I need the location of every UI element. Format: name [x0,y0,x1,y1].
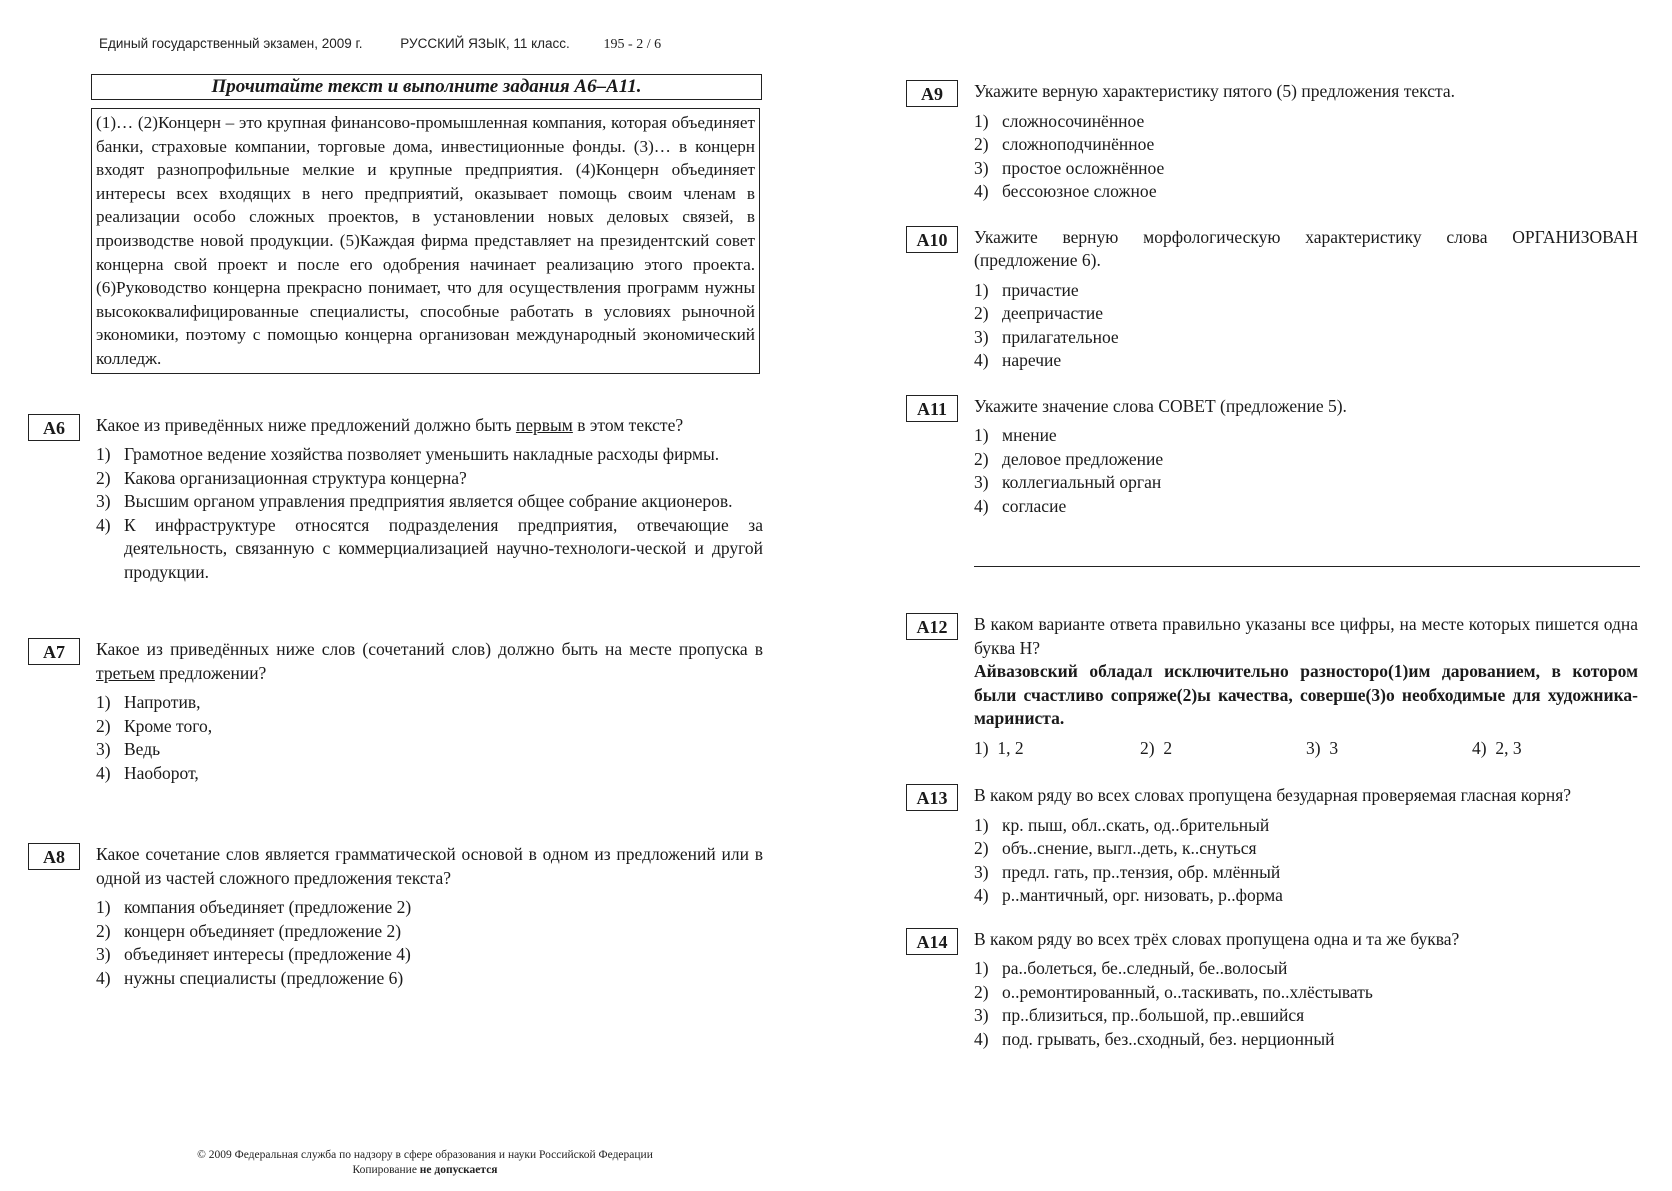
task-a8 [28,843,763,990]
answer-option[interactable]: 3) Ведь [96,739,161,760]
question-underlined-word: третьем [96,662,155,683]
answer-option[interactable]: 1) ра..болеться, бе..следный, бе..волосый [974,958,1288,978]
task-a12 [906,613,1638,760]
answer-option[interactable]: 3) Высшим органом управления предприятия является общее собрание акционеров. [96,491,733,512]
answer-option[interactable]: 1) причастие [974,279,1079,300]
answer-option[interactable]: 4) Наоборот, [96,762,199,783]
task-a14 [906,928,1638,1052]
answer-option[interactable]: 1) компания объединяет (предложение 2) [96,897,412,918]
task-number: А12 [906,613,958,640]
copyright-line: © 2009 Федеральная служба по надзору в сфере образования и науки Российской Федерации [197,1149,653,1161]
task-a6 [28,414,763,585]
answer-option[interactable]: 3) пр..близиться, пр..большой, пр..евшийся [974,1005,1305,1025]
header-exam: Единый государственный экзамен, 2009 г. [99,36,363,51]
answer-option[interactable]: 4) нужны специалисты (предложение 6) [96,967,404,988]
answer-options [974,279,1638,373]
answer-option[interactable]: 2) деепричастие [974,303,1104,323]
question-underlined-word: первым [515,414,573,435]
task-question: В каком ряду во всех трёх словах пропущена одна и та же буква? [974,928,1460,949]
answer-option[interactable]: 4) К инфраструктуре относятся подразделения предприятия, отвечающие за деятельность, связанную с коммерциализацией научно-технологи-ческой и другой продукции. [96,514,763,582]
task-number: А9 [906,80,958,107]
answer-options [974,424,1638,518]
task-sentence: Айвазовский обладал исключительно разносторо(1)им дарованием, в котором были счастливо сопряже(2)ы качества, соверше(3)о необходимые для художника-мариниста. [974,661,1638,728]
answer-option[interactable]: 4) бессоюзное сложное [974,181,1157,201]
answer-option[interactable]: 3) коллегиальный орган [974,472,1162,492]
page-footer [0,1148,850,1178]
task-number: А10 [906,226,958,253]
answer-option[interactable]: 1) кр. пыш, обл..скать, од..брительный [974,814,1270,835]
answer-option[interactable]: 4) наречие [974,350,1062,370]
answer-option[interactable]: 2) Кроме того, [96,715,213,736]
answer-options [96,691,763,785]
answer-option[interactable]: 2) 2 [1140,737,1173,758]
left-column [28,74,763,990]
question-text: Какое из приведённых ниже слов (сочетаний слов) должно быть на месте пропуска в [96,639,763,660]
task-number: А7 [28,638,80,665]
header-subject: РУССКИЙ ЯЗЫК, 11 класс. [400,36,570,51]
answer-option[interactable]: 3) 3 [1306,737,1339,758]
answer-option[interactable]: 1) Грамотное ведение хозяйства позволяет уменьшить накладные расходы фирмы. [96,444,720,465]
answer-options [96,896,763,990]
answer-option[interactable]: 2) о..ремонтированный, о..таскивать, по..хлёстывать [974,981,1373,1002]
answer-option[interactable]: 2) Какова организационная структура концерна? [96,467,467,488]
task-question: В каком ряду во всех словах пропущена безударная проверяемая гласная корня? [974,785,1572,805]
answer-options [974,814,1638,908]
task-number: А6 [28,414,80,441]
answer-option[interactable]: 1) сложносочинённое [974,110,1145,131]
answer-option[interactable]: 3) объединяет интересы (предложение 4) [96,944,411,965]
task-question [96,414,763,438]
task-question: Укажите значение слова СОВЕТ (предложение 5). [974,395,1347,416]
answer-option[interactable]: 2) сложноподчинённое [974,134,1155,154]
answer-option[interactable]: 3) предл. гать, пр..тензия, обр. млённый [974,861,1281,882]
task-question: В каком варианте ответа правильно указаны все цифры, на месте которых пишется одна буква Н? [974,614,1638,658]
right-column [906,80,1638,1051]
answer-options [974,110,1638,204]
task-number: А11 [906,395,958,422]
answer-option[interactable]: 1) мнение [974,425,1057,445]
task-question: Укажите верную характеристику пятого (5) предложения текста. [974,81,1455,101]
answer-option[interactable]: 1) Напротив, [96,692,201,713]
header-page-number: 195 - 2 / 6 [603,37,662,52]
task-question: Какое сочетание слов является грамматической основой в одном из предложений или в одной из частей сложного предложения текста? [96,844,763,888]
instruction: Прочитайте текст и выполните задания А6–А11. [91,74,762,100]
reading-passage: (1)… (2)Концерн – это крупная финансово-промышленная компания, которая объединяет банки, страховые компании, торговые дома, инвестиционные фонды. (3)… в концерн входят разнопрофильные мелкие и крупные предприятия. (4)Концерн объединяет интересы всех входящих в него предприятий, оказывает помощь своим членам в реализации особо сложных проектов, в установлении новых деловых связей, в производстве новой продукции. (5)Каждая фирма представляет на президентский совет концерна свой проект и после его одобрения начинает реализацию этого проекта. (6)Руководство концерна прекрасно понимает, что для осуществления программ нужны высококвалифицированные специалисты, способные работать в условиях рыночной экономики, поэтому с помощью концерна организован международный экономический колледж. [91,108,760,374]
answer-option[interactable]: 4) 2, 3 [1472,737,1522,758]
answer-option[interactable]: 3) прилагательное [974,326,1119,347]
copy-notice: Копирование не допускается [352,1164,498,1176]
task-a7 [28,638,763,785]
question-text: предложении? [154,662,267,683]
question-text: Какое из приведённых ниже предложений должно быть [96,414,516,435]
task-question: Укажите верную морфологическую характеристику слова ОРГАНИЗОВАН (предложение 6). [974,226,1638,270]
task-number: А13 [906,784,958,811]
question-text: в этом тексте? [572,414,684,435]
page-header [99,36,661,53]
task-a9 [906,80,1638,204]
task-number: А14 [906,928,958,955]
task-a13 [906,784,1638,908]
answer-option[interactable]: 3) простое осложнённое [974,157,1165,178]
task-number: А8 [28,843,80,870]
section-divider [974,566,1640,567]
answer-option[interactable]: 4) р..мантичный, орг. низовать, р..форма [974,885,1283,905]
task-a10 [906,226,1638,373]
task-a11 [906,395,1638,519]
answer-option[interactable]: 2) объ..снение, выгл..деть, к..снуться [974,838,1257,858]
answer-options [96,443,763,584]
answer-options [974,737,1638,761]
task-question [96,638,763,685]
answer-option[interactable]: 2) концерн объединяет (предложение 2) [96,920,402,941]
answer-option[interactable]: 4) под. грывать, без..сходный, без. нерционный [974,1028,1335,1049]
answer-option[interactable]: 4) согласие [974,495,1067,516]
answer-option[interactable]: 2) деловое предложение [974,448,1164,469]
answer-option[interactable]: 1) 1, 2 [974,737,1024,758]
answer-options [974,957,1638,1051]
